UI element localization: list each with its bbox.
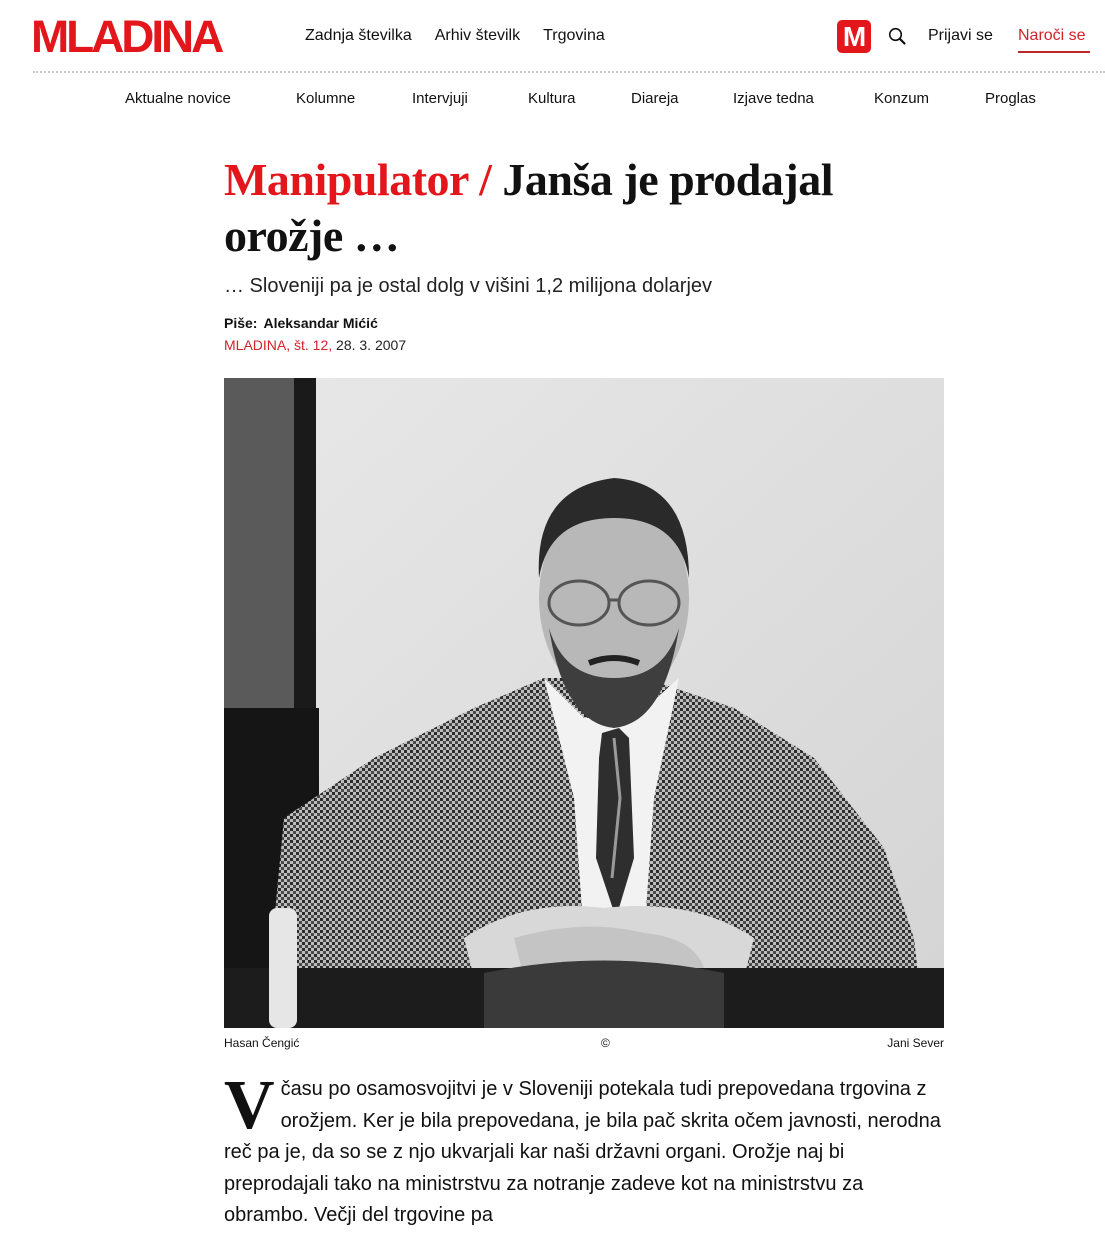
article-title-text: Janša je prodajal orožje … [224,154,833,261]
article-body [224,1067,944,1232]
issue-info [224,336,406,354]
section-latest-news[interactable]: Aktualne novice [125,90,231,107]
section-nav [0,89,1105,111]
article-paragraph: času po osamosvojitvi je v Sloveniji potekala tudi prepovedana trgovina z orožjem. Ker je bila prepovedana, je bila pač skrita očem javnosti, nerodna reč pa je, da so se z njo ukvarjali kar naši državni organi. Orožje naj bi preprodajali tako na ministrstvu za notranje zadeve kot na ministrstvu za obrambo. Večji del trgovine pa [224,1078,941,1226]
author-name[interactable]: Aleksandar Mićić [263,315,378,331]
section-culture[interactable]: Kultura [528,90,576,107]
drop-cap: V [224,1067,275,1144]
section-diareja[interactable]: Diareja [631,90,679,107]
article-subtitle: … Sloveniji pa je ostal dolg v višini 1,2 milijona dolarjev [224,275,713,297]
section-proglas[interactable]: Proglas [985,90,1036,107]
section-interviews[interactable]: Intervjuji [412,90,468,107]
search-icon[interactable] [888,27,906,45]
byline-label: Piše: [224,315,258,331]
byline [224,314,378,332]
issue-link[interactable]: MLADINA, št. 12, [224,337,333,353]
article-title [224,152,944,264]
caption-credit: Jani Sever [887,1036,944,1050]
site-logo[interactable]: MLADINA [31,11,222,62]
caption-subject: Hasan Čengić [224,1036,300,1050]
subscribe-link[interactable]: Naroči se [1018,27,1086,44]
header-divider [33,71,1105,73]
copyright-icon: © [601,1036,610,1050]
article-kicker: Manipulator / [224,154,492,205]
publish-date: 28. 3. 2007 [336,337,407,353]
main-nav [305,26,628,46]
subscribe-underline [1018,51,1090,53]
article-photo[interactable] [224,378,944,1028]
section-konzum[interactable]: Konzum [874,90,930,107]
login-link[interactable]: Prijavi se [928,27,993,44]
nav-shop[interactable]: Trgovina [543,27,605,44]
nav-latest-issue[interactable]: Zadnja številka [305,27,412,44]
section-columns[interactable]: Kolumne [296,90,356,107]
m-logo-icon[interactable]: M [837,20,871,53]
article-header [224,152,944,353]
section-quotes-of-week[interactable]: Izjave tedna [733,90,814,107]
nav-issue-archive[interactable]: Arhiv številk [434,27,521,44]
